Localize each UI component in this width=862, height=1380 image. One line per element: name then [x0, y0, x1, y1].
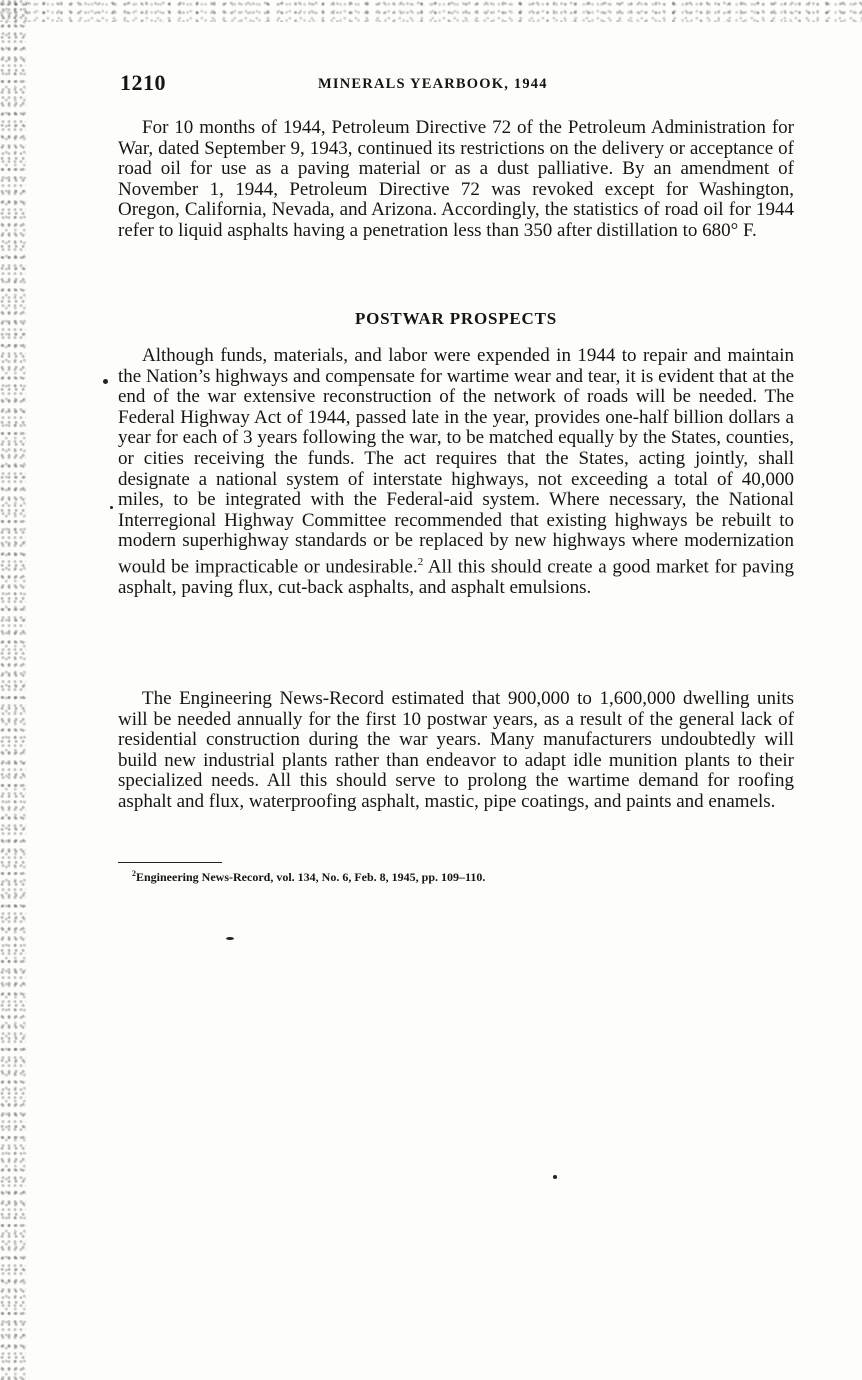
paragraph-postwar-highways-end: All this should create a good market for paving asphalt, paving flux, cut-back asphalts, and asphalt emulsions.: [118, 556, 794, 598]
paragraph-postwar-highways-text: Although funds, materials, and labor were expended in 1944 to repair and maintain the Nation’s highways and compensate for wartime wear and tear, it is evident that at the end of the war extensive reconstruction of the network of roads will be needed. The Federal Highway Act of 1944, passed late in the year, provides one-half billion dollars a year for each of 3 years following the war, to be matched equally by the States, counties, or cities receiving the funds. The act requires that the States, acting jointly, shall designate a national system of interstate highways, not exceeding a total of 40,000 miles, to be integrated with the Federal-aid system. Where necessary, the National Interregional Highway Committee recommended that existing highways be rebuilt to modern superhighway standards or be replaced by new highways where modernization would be impracticable or undesirable.: [118, 345, 794, 578]
footnote: [132, 869, 485, 885]
footnote-marker: 2: [132, 869, 136, 878]
paragraph-dwelling-units: The Engineering News-Record estimated that 900,000 to 1,600,000 dwelling units will be needed annually for the first 10 postwar years, as a result of the general lack of residential construction during the war years. Many manufacturers undoubtedly will build new industrial plants rather than endeavor to adapt idle munition plants to their specialized needs. All this should serve to prolong the wartime demand for roofing asphalt and flux, waterproofing asphalt, mastic, pipe coatings, and paints and enamels.: [118, 688, 794, 812]
scan-speck: [553, 1175, 557, 1179]
paragraph-postwar-highways: [118, 346, 794, 598]
footnote-divider: [118, 862, 222, 863]
scan-speck: [103, 379, 108, 384]
scan-edge-top: [0, 0, 862, 22]
page-header: [120, 70, 800, 100]
paragraph-road-oil: For 10 months of 1944, Petroleum Directive 72 of the Petroleum Administration for War, dated September 9, 1943, continued its restrictions on the delivery or acceptance of road oil for use as a paving material or as a dust palliative. By an amendment of November 1, 1944, Petroleum Directive 72 was revoked except for Washington, Oregon, California, Nevada, and Arizona. Accordingly, the statistics of road oil for 1944 refer to liquid asphalts having a penetration less than 350 after distillation to 680° F.: [118, 117, 794, 241]
scan-edge-left: [0, 0, 26, 1380]
running-head: MINERALS YEARBOOK, 1944: [318, 76, 548, 92]
footnote-text: Engineering News-Record, vol. 134, No. 6, Feb. 8, 1945, pp. 109–110.: [136, 870, 486, 884]
section-heading: POSTWAR PROSPECTS: [354, 309, 558, 328]
scan-speck: [226, 937, 234, 940]
page-number: 1210: [120, 70, 166, 95]
footnote-reference: 2: [417, 555, 424, 568]
scan-speck: [110, 506, 113, 509]
